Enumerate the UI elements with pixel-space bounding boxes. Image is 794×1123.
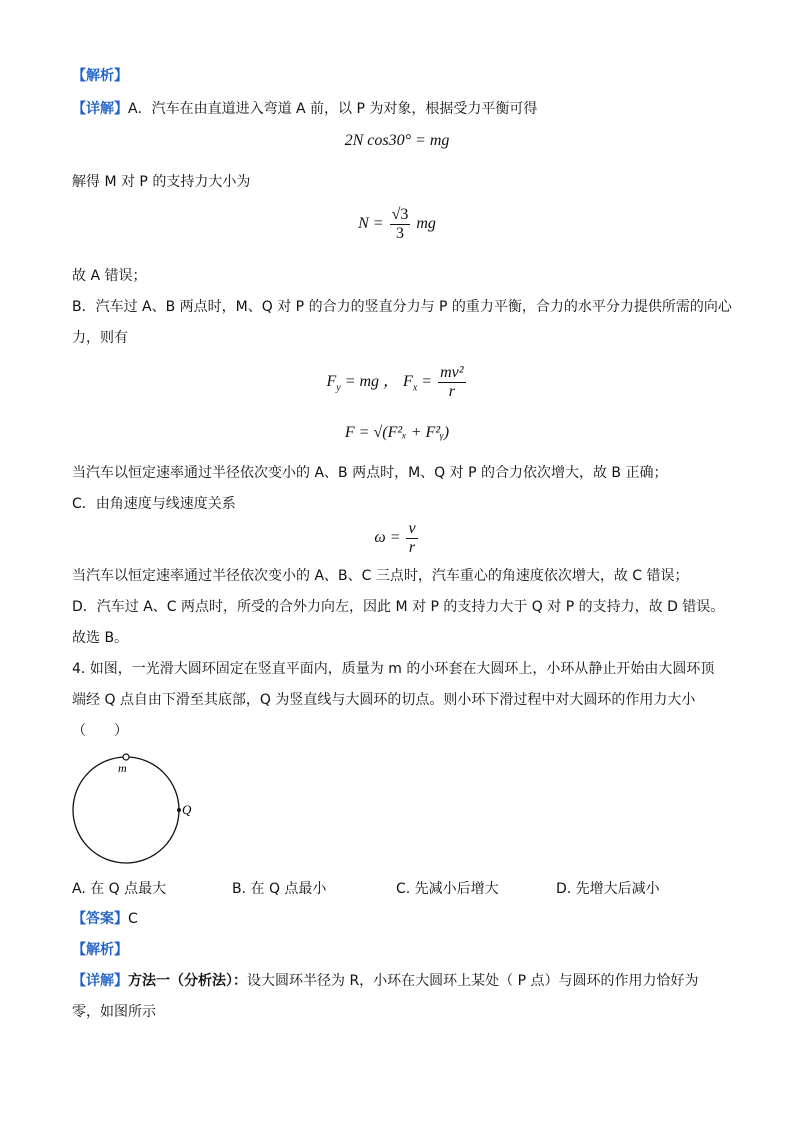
option-b-line1: B．汽车过 A、B 两点时，M、Q 对 P 的合力的竖直分力与 P 的重力平衡，合力的水平分力提供所需的向心 bbox=[72, 299, 732, 315]
answer-tag: 【答案】 bbox=[72, 911, 128, 927]
analysis-heading: 【解析】 bbox=[72, 68, 128, 84]
solve-line: 解得 M 对 P 的支持力大小为 bbox=[72, 174, 251, 190]
option-c-line1: C．由角速度与线速度关系 bbox=[72, 496, 236, 512]
eq2-denominator: 3 bbox=[395, 225, 404, 242]
question-4-line1: 4. 如图，一光滑大圆环固定在竖直平面内，质量为 m 的小环套在大圆环上，小环从静止开始由大圆环顶 bbox=[72, 661, 715, 677]
eq2-rhs: mg bbox=[416, 215, 436, 233]
eq3-numerator: mv² bbox=[440, 364, 464, 381]
eq3-equals: = bbox=[417, 373, 437, 391]
detail-paragraph-method1-cont: 零，如图所示 bbox=[72, 1004, 156, 1020]
detail-text: A．汽车在由直道进入弯道 A 前，以 P 为对象，根据受力平衡可得 bbox=[128, 101, 538, 117]
label-q: Q bbox=[182, 802, 192, 817]
choice-a: A. 在 Q 点最大 bbox=[72, 881, 167, 897]
eq3-fy-rhs: = mg ， bbox=[340, 373, 404, 391]
equation-components bbox=[0, 364, 794, 401]
question-4-line2: 端经 Q 点自由下滑至其底部，Q 为竖直线与大圆环的切点。则小环下滑过程中对大圆环的作用力大小 bbox=[72, 692, 696, 708]
equation-angular-velocity bbox=[0, 520, 794, 557]
choice-d: D. 先增大后减小 bbox=[556, 881, 660, 897]
method-label: 方法一（分析法）： bbox=[128, 973, 247, 989]
eq5-fraction bbox=[406, 520, 417, 557]
eq3-fx-sub: x bbox=[412, 382, 418, 394]
label-m: m bbox=[118, 761, 127, 775]
equation-force-balance: 2N cos30° = mg bbox=[344, 132, 450, 149]
point-q-dot bbox=[177, 808, 181, 812]
detail-paragraph-method1 bbox=[72, 971, 699, 991]
eq2-fraction bbox=[390, 206, 411, 243]
option-a-conclusion: 故 A 错误； bbox=[72, 268, 147, 284]
equation-normal-force bbox=[0, 206, 794, 243]
detail-paragraph-a bbox=[72, 99, 537, 119]
choice-b: B. 在 Q 点最小 bbox=[232, 881, 327, 897]
eq3-denominator: r bbox=[448, 383, 455, 400]
choice-c: C. 先减小后增大 bbox=[396, 881, 499, 897]
eq3-fraction bbox=[438, 364, 465, 401]
eq5-lhs: ω = bbox=[374, 529, 405, 547]
equation-resultant: F = √(F²ₓ + F²ᵧ) bbox=[344, 424, 450, 441]
detail-tag: 【详解】 bbox=[72, 101, 128, 117]
eq5-numerator: v bbox=[408, 520, 416, 537]
eq3-fx: F bbox=[403, 373, 413, 391]
ring-figure bbox=[68, 750, 198, 870]
detail-tag-2: 【详解】 bbox=[72, 973, 128, 989]
eq3-fy: F bbox=[326, 373, 337, 391]
eq2-numerator: √3 bbox=[391, 206, 409, 223]
option-b-conclusion: 当汽车以恒定速率通过半径依次变小的 A、B 两点时，M、Q 对 P 的合力依次增大，故 B 正确； bbox=[72, 465, 668, 481]
answer-value: C bbox=[128, 911, 138, 927]
option-d-line: D．汽车过 A、C 两点时，所受的合外力向左，因此 M 对 P 的支持力大于 Q 对 P 的支持力，故 D 错误。 bbox=[72, 599, 725, 615]
option-b-line2: 力，则有 bbox=[72, 330, 128, 346]
analysis-heading-2: 【解析】 bbox=[72, 942, 128, 958]
option-c-conclusion: 当汽车以恒定速率通过半径依次变小的 A、B、C 三点时，汽车重心的角速度依次增大，故 C 错误； bbox=[72, 568, 689, 584]
detail-text-2: 设大圆环半径为 R，小环在大圆环上某处（ P 点）与圆环的作用力恰好为 bbox=[247, 973, 699, 989]
answer-line bbox=[72, 909, 138, 929]
small-ring bbox=[123, 754, 129, 760]
choose-b-line: 故选 B。 bbox=[72, 630, 129, 646]
eq2-lhs: N = bbox=[358, 215, 384, 233]
eq3-fy-sub: y bbox=[336, 382, 341, 394]
eq5-denominator: r bbox=[408, 539, 416, 556]
question-4-bracket: （ ） bbox=[72, 723, 128, 739]
